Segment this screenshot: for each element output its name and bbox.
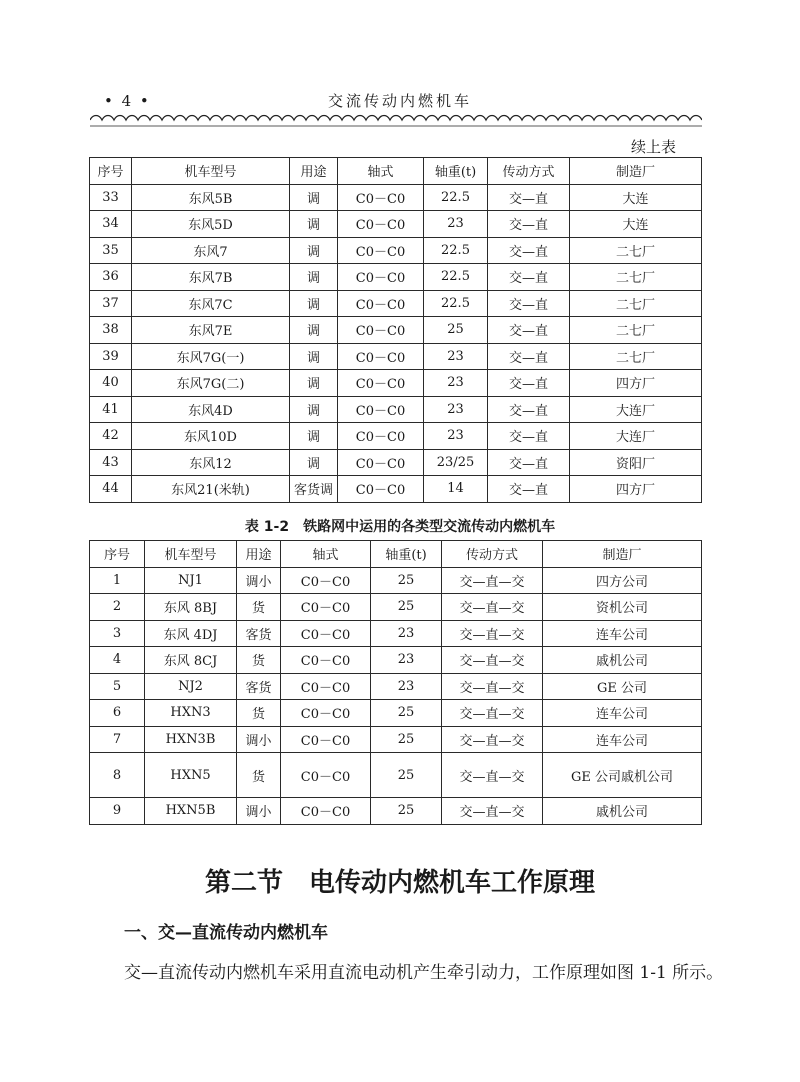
table-cell: 36: [90, 264, 132, 291]
table-cell: 37: [90, 290, 132, 317]
table-cell: 调: [290, 264, 338, 291]
table-cell: 二七厂: [570, 343, 702, 370]
table-cell: 3: [90, 620, 145, 647]
table-cell: GE 公司: [543, 673, 702, 700]
table-cell: 交—直: [488, 184, 570, 211]
table-cell: C0－C0: [338, 184, 424, 211]
table-cell: 东风10D: [132, 423, 290, 450]
table-cell: 四方公司: [543, 567, 702, 594]
subsection-title: 一、交—直流传动内燃机车: [124, 923, 328, 943]
table-cell: 25: [424, 317, 488, 344]
table-row: [90, 700, 702, 727]
table-cell: C0－C0: [338, 396, 424, 423]
table-cell: 交—直—交: [442, 673, 543, 700]
table-row: [90, 726, 702, 753]
table-cell: 调: [290, 211, 338, 238]
table-cell: 交—直—交: [442, 798, 543, 825]
table-cell: 交—直—交: [442, 700, 543, 727]
table-cell: 14: [424, 476, 488, 503]
table-cell: 大连: [570, 184, 702, 211]
table-cell: 大连厂: [570, 423, 702, 450]
header-wave-divider: [90, 114, 702, 128]
table-cell: 交—直—交: [442, 567, 543, 594]
table-cell: 交—直: [488, 423, 570, 450]
table-cell: 东风7G(二): [132, 370, 290, 397]
table-cell: 二七厂: [570, 290, 702, 317]
column-header: 轴重(t): [371, 541, 442, 568]
table-cell: 交—直: [488, 449, 570, 476]
table-cell: 交—直: [488, 264, 570, 291]
table-row: [90, 343, 702, 370]
table-cell: 23: [371, 673, 442, 700]
table-cell: 23: [424, 370, 488, 397]
table-cell: 调: [290, 396, 338, 423]
table-cell: 35: [90, 237, 132, 264]
table-cell: 二七厂: [570, 264, 702, 291]
table-cell: 22.5: [424, 184, 488, 211]
table-cell: 调: [290, 343, 338, 370]
table-cell: C0－C0: [281, 594, 371, 621]
table-cell: 6: [90, 700, 145, 727]
table-cell: 调小: [237, 798, 281, 825]
table-row: [90, 476, 702, 503]
table-cell: C0－C0: [338, 476, 424, 503]
table-cell: HXN3B: [145, 726, 237, 753]
table-cell: 交—直—交: [442, 753, 543, 798]
table-cell: C0－C0: [338, 211, 424, 238]
table-cell: 戚机公司: [543, 798, 702, 825]
table-cell: HXN3: [145, 700, 237, 727]
table-cell: C0－C0: [281, 753, 371, 798]
table-row: [90, 264, 702, 291]
table-cell: 二七厂: [570, 237, 702, 264]
table-cell: 42: [90, 423, 132, 450]
table-cell: 调: [290, 237, 338, 264]
table-cell: 交—直—交: [442, 594, 543, 621]
table-cell: 东风 8BJ: [145, 594, 237, 621]
column-header: 制造厂: [570, 158, 702, 185]
table-cell: 22.5: [424, 264, 488, 291]
table-cell: 东风4D: [132, 396, 290, 423]
table-cell: 大连: [570, 211, 702, 238]
table-cell: 东风7: [132, 237, 290, 264]
table-cell: 25: [371, 594, 442, 621]
table-cell: 东风21(米轨): [132, 476, 290, 503]
table-row: [90, 290, 702, 317]
table-cell: NJ2: [145, 673, 237, 700]
table-cell: 交—直: [488, 290, 570, 317]
table-cell: 22.5: [424, 290, 488, 317]
table-cell: 客货调: [290, 476, 338, 503]
table-cell: 2: [90, 594, 145, 621]
table-cell: 23: [371, 620, 442, 647]
body-paragraph: 交—直流传动内燃机车采用直流电动机产生牵引动力，工作原理如图 1-1 所示。: [124, 963, 724, 983]
table-cell: 二七厂: [570, 317, 702, 344]
table-header-row: [90, 541, 702, 568]
table-cell: 东风 4DJ: [145, 620, 237, 647]
locomotive-table-continued: [89, 157, 702, 503]
table-cell: 40: [90, 370, 132, 397]
table-cell: NJ1: [145, 567, 237, 594]
table-cell: 23: [371, 647, 442, 674]
table-cell: 大连厂: [570, 396, 702, 423]
table-cell: HXN5: [145, 753, 237, 798]
table-cell: C0－C0: [281, 620, 371, 647]
table-cell: 25: [371, 700, 442, 727]
table-cell: C0－C0: [338, 343, 424, 370]
table-cell: 连车公司: [543, 726, 702, 753]
table-cell: C0－C0: [281, 647, 371, 674]
table-cell: C0－C0: [281, 673, 371, 700]
table-cell: 四方厂: [570, 370, 702, 397]
table-cell: 资阳厂: [570, 449, 702, 476]
table-row: [90, 798, 702, 825]
table-cell: 货: [237, 594, 281, 621]
table-cell: 交—直: [488, 317, 570, 344]
table-cell: 货: [237, 753, 281, 798]
table-cell: 交—直: [488, 237, 570, 264]
table-cell: 22.5: [424, 237, 488, 264]
table-cell: 资机公司: [543, 594, 702, 621]
table-cell: 客货: [237, 673, 281, 700]
table-cell: 东风5B: [132, 184, 290, 211]
table-cell: 东风7G(一): [132, 343, 290, 370]
table-cell: 调: [290, 290, 338, 317]
table-cell: 东风7C: [132, 290, 290, 317]
table-cell: 23: [424, 423, 488, 450]
table-cell: 货: [237, 700, 281, 727]
table-cell: 调: [290, 370, 338, 397]
table-cell: 8: [90, 753, 145, 798]
table-cell: 43: [90, 449, 132, 476]
table-cell: 调: [290, 184, 338, 211]
table-cell: 23/25: [424, 449, 488, 476]
table-cell: 7: [90, 726, 145, 753]
column-header: 用途: [237, 541, 281, 568]
column-header: 轴重(t): [424, 158, 488, 185]
column-header: 制造厂: [543, 541, 702, 568]
table-cell: 交—直: [488, 370, 570, 397]
table-row: [90, 237, 702, 264]
table-cell: C0－C0: [281, 726, 371, 753]
table-cell: C0－C0: [281, 798, 371, 825]
table-row: [90, 673, 702, 700]
table-row: [90, 317, 702, 344]
table-cell: C0－C0: [281, 700, 371, 727]
table-row: [90, 620, 702, 647]
table-cell: 调: [290, 317, 338, 344]
table-cell: C0－C0: [338, 264, 424, 291]
table-cell: 25: [371, 798, 442, 825]
table-cell: 四方厂: [570, 476, 702, 503]
table-cell: 23: [424, 211, 488, 238]
table-cell: 41: [90, 396, 132, 423]
table-row: [90, 449, 702, 476]
table-cell: GE 公司戚机公司: [543, 753, 702, 798]
table-cell: 调小: [237, 567, 281, 594]
table-cell: 交—直: [488, 211, 570, 238]
table-cell: C0－C0: [338, 423, 424, 450]
table-cell: 交—直: [488, 343, 570, 370]
table-cell: 4: [90, 647, 145, 674]
table-header-row: [90, 158, 702, 185]
table-cell: 调: [290, 449, 338, 476]
table-cell: 23: [424, 343, 488, 370]
table-cell: 5: [90, 673, 145, 700]
table-cell: 东风 8CJ: [145, 647, 237, 674]
table-cell: 25: [371, 726, 442, 753]
page-number: • 4 •: [104, 92, 151, 110]
table-cell: C0－C0: [338, 290, 424, 317]
table-row: [90, 567, 702, 594]
table-cell: HXN5B: [145, 798, 237, 825]
running-title: 交流传动内燃机车: [327, 92, 472, 110]
table-cell: 1: [90, 567, 145, 594]
table-cell: 交—直—交: [442, 647, 543, 674]
column-header: 传动方式: [442, 541, 543, 568]
table-row: [90, 423, 702, 450]
table-cell: 东风7B: [132, 264, 290, 291]
table-cell: 连车公司: [543, 620, 702, 647]
table-cell: C0－C0: [281, 567, 371, 594]
table-cell: 23: [424, 396, 488, 423]
table-row: [90, 753, 702, 798]
table-cell: 东风7E: [132, 317, 290, 344]
table-cell: 25: [371, 753, 442, 798]
table-cell: 33: [90, 184, 132, 211]
table-row: [90, 396, 702, 423]
table-row: [90, 647, 702, 674]
column-header: 用途: [290, 158, 338, 185]
table-cell: 货: [237, 647, 281, 674]
table-cell: 东风5D: [132, 211, 290, 238]
table-cell: 44: [90, 476, 132, 503]
table-cell: 调: [290, 423, 338, 450]
column-header: 序号: [90, 158, 132, 185]
table-cell: 戚机公司: [543, 647, 702, 674]
table-cell: 38: [90, 317, 132, 344]
column-header: 序号: [90, 541, 145, 568]
table-row: [90, 184, 702, 211]
table-cell: 39: [90, 343, 132, 370]
table-cell: 交—直—交: [442, 726, 543, 753]
table-cell: C0－C0: [338, 317, 424, 344]
table-cell: 东风12: [132, 449, 290, 476]
table-cell: 34: [90, 211, 132, 238]
table-row: [90, 594, 702, 621]
table-cell: C0－C0: [338, 370, 424, 397]
continued-label: 续上表: [630, 138, 676, 156]
ac-locomotive-table: [89, 540, 702, 825]
column-header: 机车型号: [145, 541, 237, 568]
section-title: 第二节 电传动内燃机车工作原理: [204, 868, 595, 898]
table-cell: 交—直: [488, 476, 570, 503]
table-cell: 调小: [237, 726, 281, 753]
table-cell: 9: [90, 798, 145, 825]
table-cell: 连车公司: [543, 700, 702, 727]
table-caption: 表 1-2 铁路网中运用的各类型交流传动内燃机车: [244, 519, 556, 535]
table-row: [90, 211, 702, 238]
column-header: 轴式: [281, 541, 371, 568]
table-cell: C0－C0: [338, 449, 424, 476]
table-cell: 交—直—交: [442, 620, 543, 647]
column-header: 传动方式: [488, 158, 570, 185]
column-header: 轴式: [338, 158, 424, 185]
table-row: [90, 370, 702, 397]
table-cell: 交—直: [488, 396, 570, 423]
table-cell: C0－C0: [338, 237, 424, 264]
column-header: 机车型号: [132, 158, 290, 185]
table-cell: 25: [371, 567, 442, 594]
table-cell: 客货: [237, 620, 281, 647]
